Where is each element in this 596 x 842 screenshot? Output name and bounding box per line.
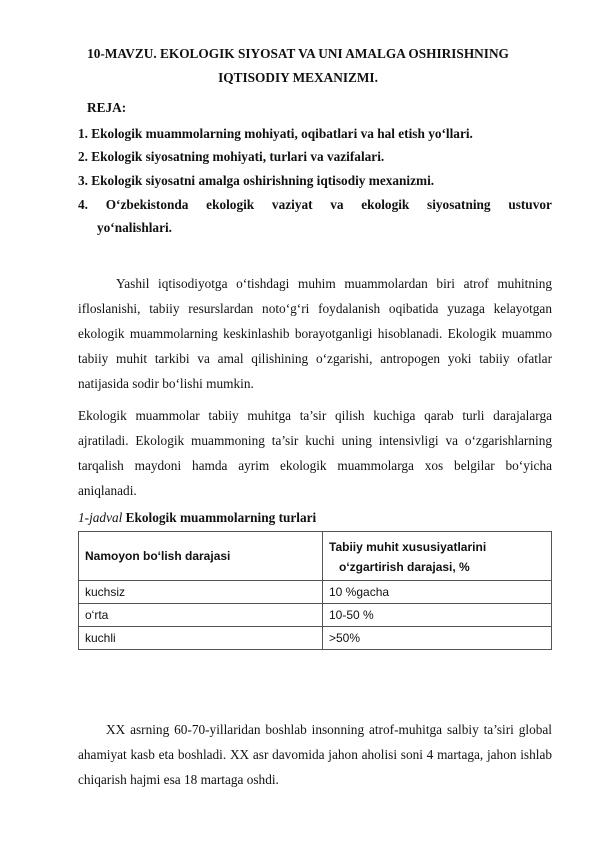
table-header-row — [79, 532, 552, 581]
table-cell: kuchsiz — [79, 581, 323, 604]
plan-item-3: 3. Ekologik siyosatni amalga oshirishning iqtisodiy mexanizmi. — [78, 173, 435, 188]
plan-item-2: 2. Ekologik siyosatning mohiyati, turlari va vazifalari. — [78, 149, 385, 164]
plan-item-4-continuation: yo‘nalishlari. — [97, 220, 172, 235]
plan-item-4-word: ustuvor — [508, 197, 552, 212]
plan-item-1: 1. Ekologik muammolarning mohiyati, oqibatlari va hal etish yo‘llari. — [78, 126, 473, 141]
plan-item-4-word: ekologik — [206, 197, 255, 212]
plan-item-4-word: siyosatning — [427, 197, 491, 212]
table-row — [79, 581, 552, 604]
table-header-cell — [323, 532, 552, 581]
table-caption-title: Ekologik muammolarning turlari — [125, 510, 317, 525]
paragraph-1: Yashil iqtisodiyotga o‘tishdagi muhim muammolardan biri atrof muhitning ifloslanishi, tabiiy resurslardan noto‘g‘ri foydalanish oqibatida yuzaga kelayotgan ekologik muammolarning keskinlashib borayotganligi hisoblanadi. Ekologik muammo tabiiy muhit tarkibi va amal qilishining o‘zgarishi, antropogen yoki tabiiy ofatlar natijasida sodir bo‘lishi mumkin. — [78, 276, 552, 391]
paragraph-3: XX asrning 60-70-yillaridan boshlab insonning atrof-muhitga salbiy ta’siri global ahamiyat kasb eta boshladi. XX asr davomida jahon aholisi soni 4 martaga, jahon ishlab chiqarish hajmi esa 18 martaga oshdi. — [78, 722, 552, 787]
table-cell: >50% — [323, 627, 552, 650]
table-cell: 10-50 % — [323, 604, 552, 627]
table-cell: 10 %gacha — [323, 581, 552, 604]
table-row — [79, 604, 552, 627]
title-line-1: 10-MAVZU. EKOLOGIK SIYOSAT VA UNI AMALGA OSHIRISHNING — [87, 46, 509, 61]
plan-item-4-word: ekologik — [361, 197, 410, 212]
plan-item-4 — [78, 195, 552, 215]
plan-item-4-word: O‘zbekistonda — [105, 197, 189, 212]
table-header-cell: Namoyon bo‘lish darajasi — [79, 532, 323, 581]
table-row — [79, 627, 552, 650]
problems-table — [78, 531, 552, 650]
plan-item-4-word: 4. — [78, 197, 88, 212]
table-cell: o‘rta — [79, 604, 323, 627]
table-caption — [78, 510, 316, 526]
table-cell: kuchli — [79, 627, 323, 650]
table-caption-label: 1-jadval — [78, 510, 123, 525]
plan-item-4-word: vaziyat — [271, 197, 313, 212]
header-line: Tabiiy muhit xususiyatlarini — [329, 540, 487, 554]
plan-heading: REJA: — [87, 100, 127, 115]
paragraph-2: Ekologik muammolar tabiiy muhitga ta’sir qilish kuchiga qarab turli darajalarga ajratiladi. Ekologik muammoning ta’sir kuchi uning intensivligi va o‘zgarishlarning tarqalish maydoni hamda ayrim ekologik muammolarga xos belgilar bo‘yicha aniqlanadi. — [78, 408, 552, 498]
title-line-2: IQTISODIY MEXANIZMI. — [218, 70, 378, 85]
plan-item-4-word: va — [330, 197, 344, 212]
header-line: o‘zgartirish darajasi, % — [339, 560, 470, 574]
